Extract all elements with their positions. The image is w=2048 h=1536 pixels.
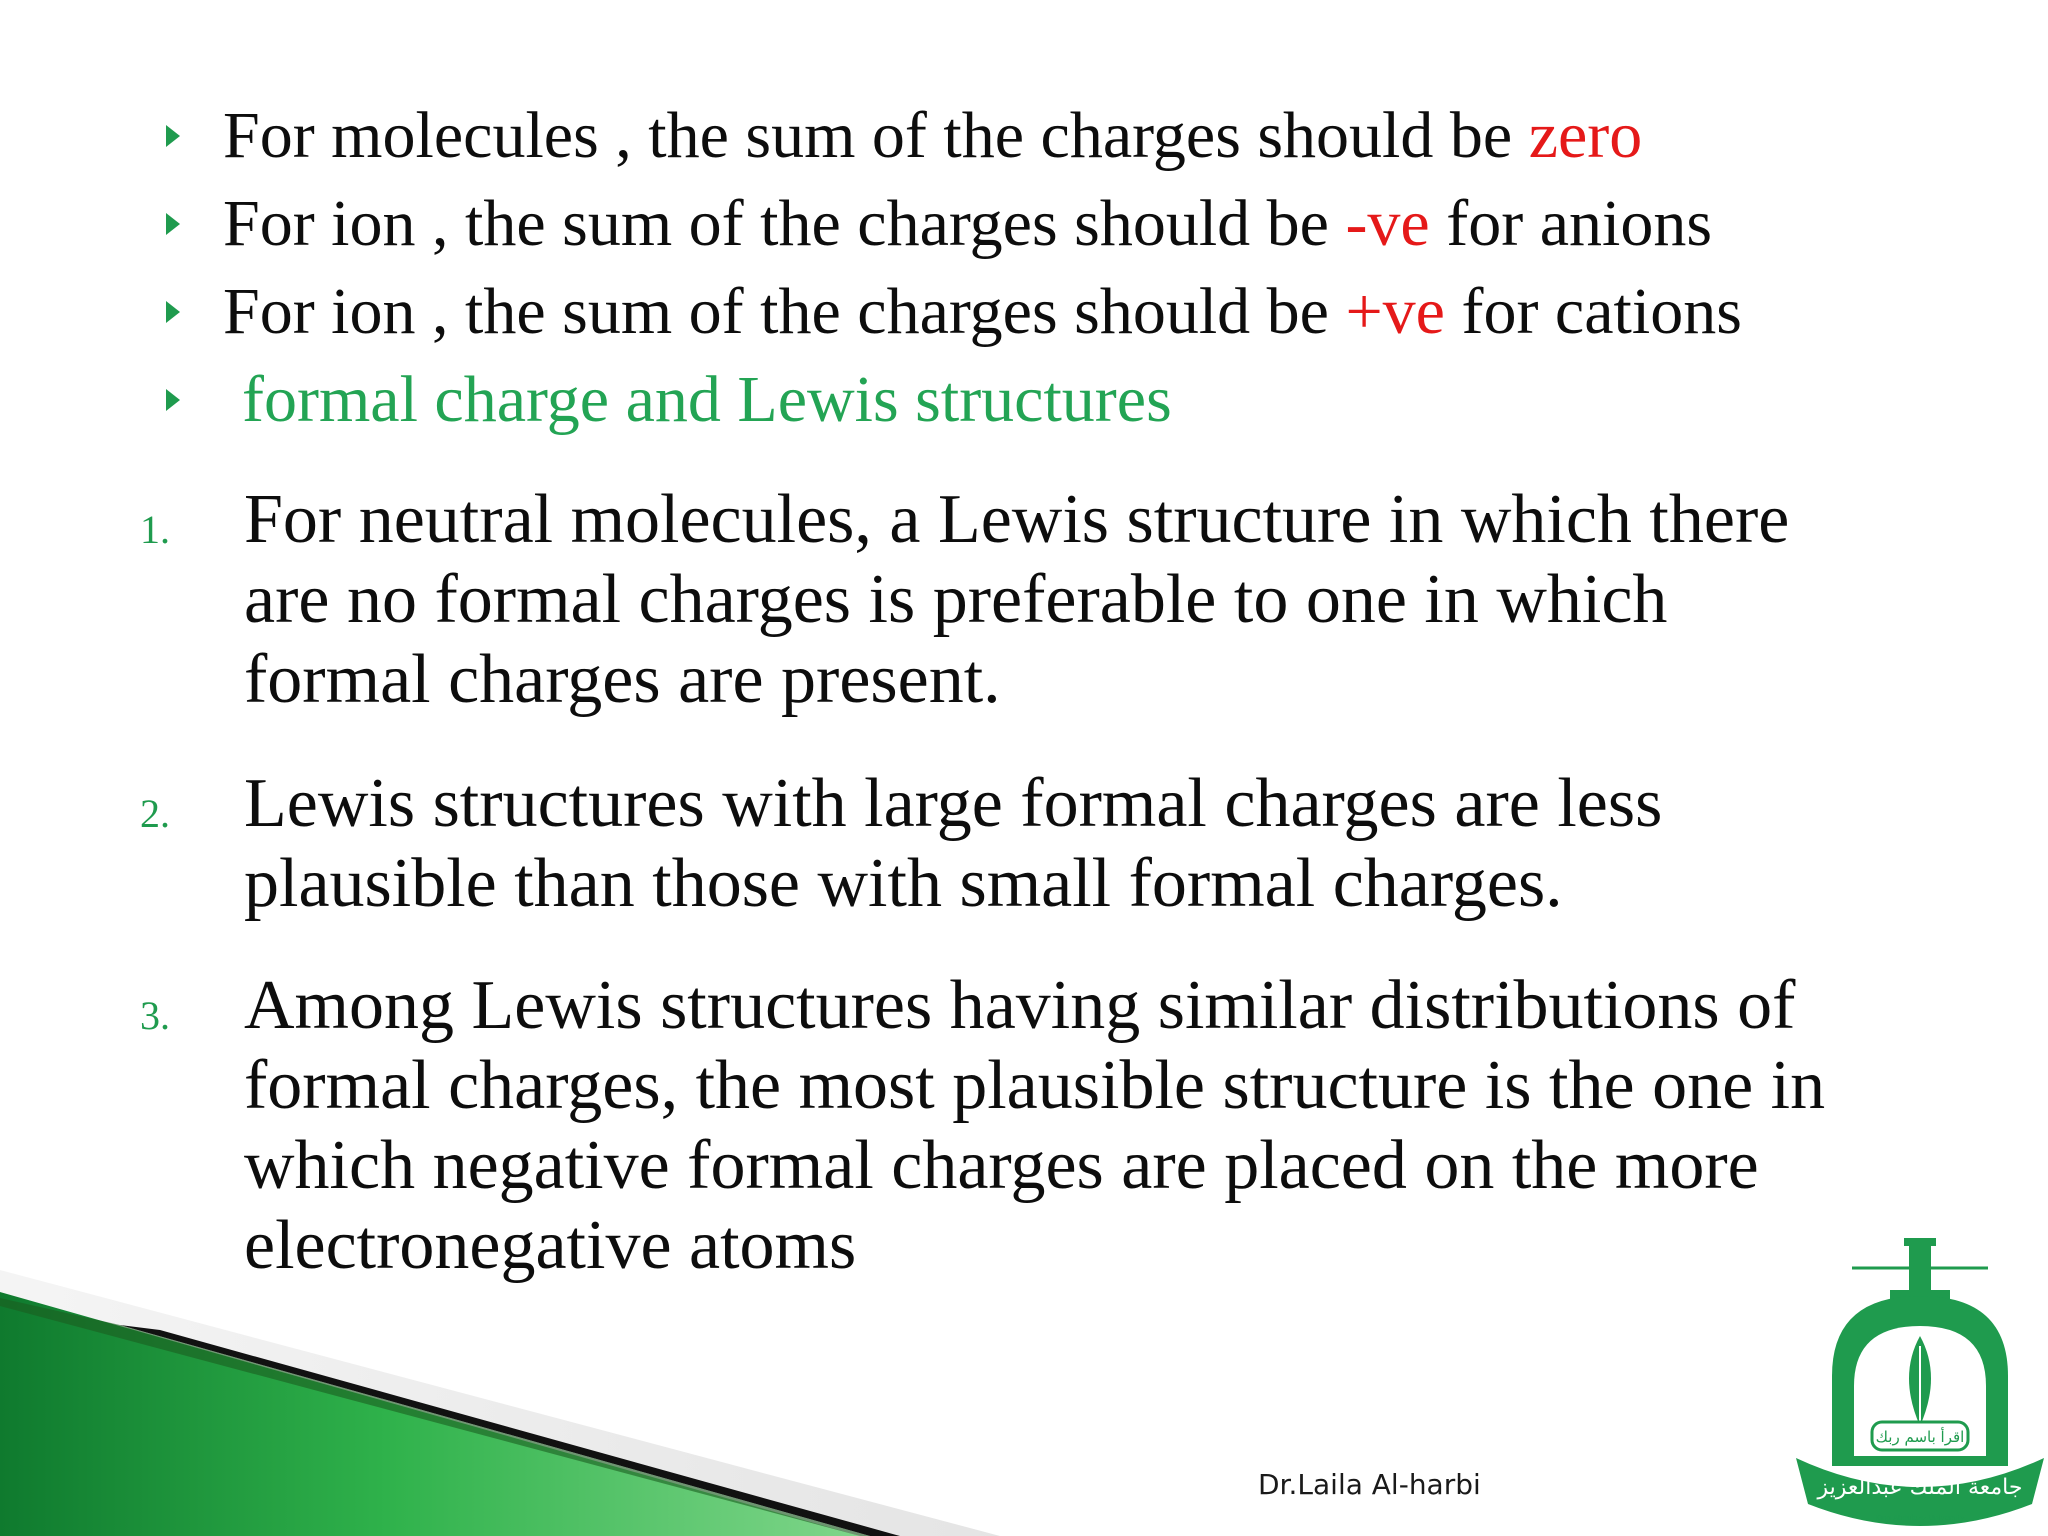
logo-arabic-university-name: جامعة الملك عبدالعزيز [1817,1475,2023,1500]
item-number: 2. [140,791,170,836]
item-number: 3. [140,993,170,1038]
logo-english-university-name: King Abdulaziz University [1875,1514,1965,1522]
bullet-item-anions [166,180,1742,268]
bullet-text: For ion , the sum of the charges should be [223,275,1346,348]
highlight-positive: +ve [1345,275,1445,348]
bullet-triangle-icon [166,213,180,235]
item-text: Lewis structures with large formal charges are less plausible than those with small formal charges. [244,765,1663,922]
bullet-triangle-icon [166,389,180,411]
numbered-item-3 [140,966,1825,1286]
bullet-text: For molecules , the sum of the charges should be [223,99,1529,172]
green-swoosh-decoration [0,1270,1000,1536]
bullet-list [166,92,1742,444]
item-text: For neutral molecules, a Lewis structure in which there are no formal charges is preferable to one in which formal charges are present. [244,481,1790,718]
section-heading: formal charge and Lewis structures [242,363,1172,436]
bullet-item-cations [166,268,1742,356]
item-text: Among Lewis structures having similar distributions of formal charges, the most plausible structure is the one in which negative formal charges are placed on the more electronegative atoms [244,967,1826,1284]
bullet-text-suffix: for anions [1429,187,1713,260]
bullet-text-suffix: for cations [1444,275,1742,348]
item-number: 1. [140,507,170,552]
bullet-item-molecules [166,92,1742,180]
bullet-triangle-icon [166,125,180,147]
bullet-text: For ion , the sum of the charges should be [223,187,1346,260]
footer-author: Dr.Laila Al-harbi [1258,1468,1481,1501]
numbered-list [140,480,1825,1286]
bullet-item-section-heading [166,356,1742,444]
bullet-triangle-icon [166,301,180,323]
logo-arabic-motto: اقرأ باسم ربك [1875,1428,1965,1446]
numbered-item-2 [140,764,1825,924]
university-logo [1792,1236,2048,1536]
numbered-item-1 [140,480,1825,720]
highlight-negative: -ve [1345,187,1430,260]
highlight-zero: zero [1528,99,1643,172]
